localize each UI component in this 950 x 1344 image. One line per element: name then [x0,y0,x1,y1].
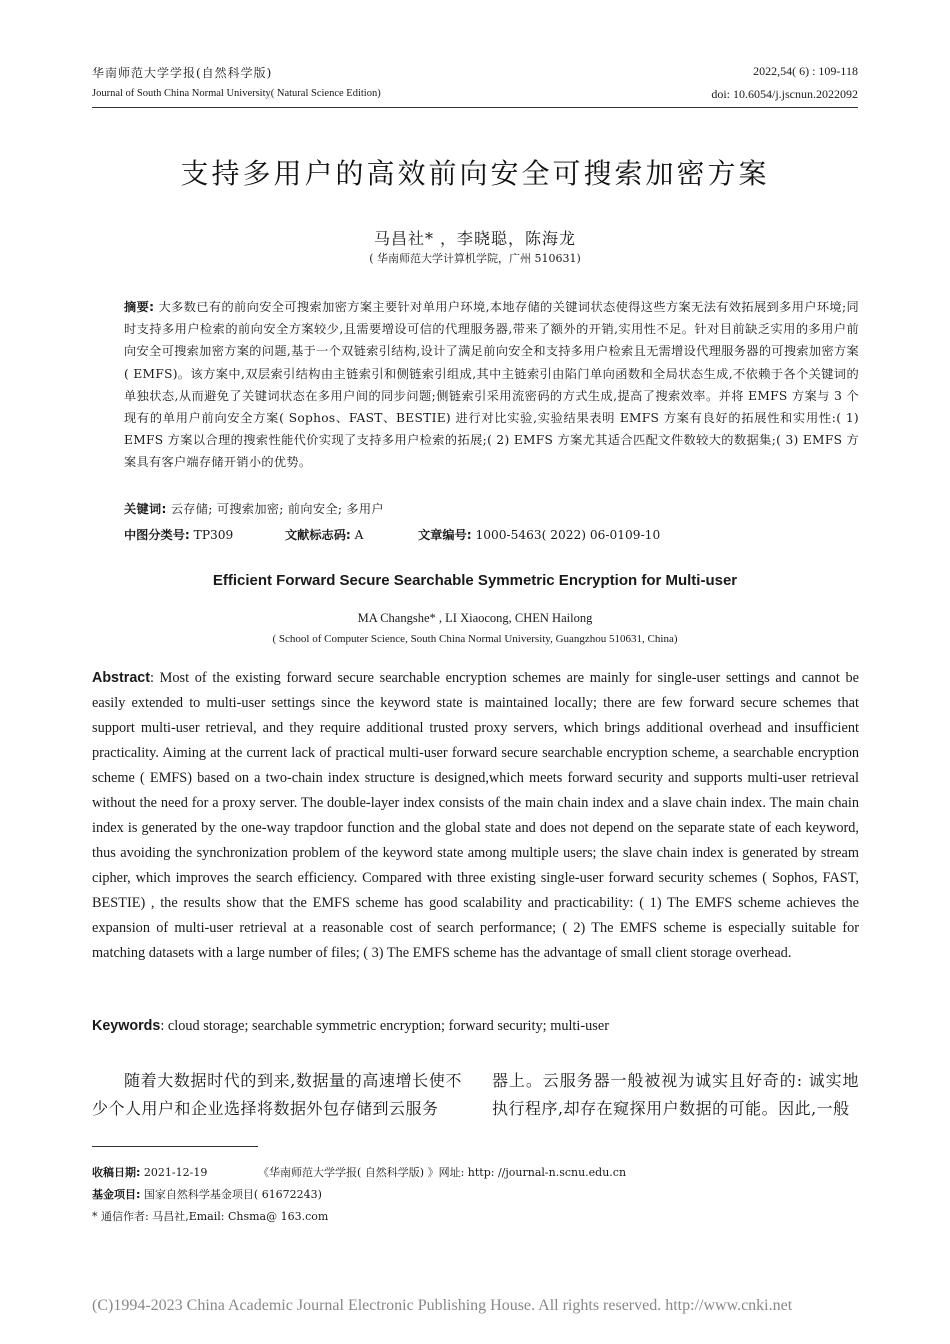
journal-name-en: Journal of South China Normal University( Natural Science Edition) [92,88,381,99]
abstract-en [92,666,859,966]
authors-cn: 马昌社* ，李晓聪，陈海龙 [373,229,577,248]
footnote-rule [92,1146,258,1147]
keywords-en-label: Keywords [92,1018,161,1034]
header-rule [92,107,858,108]
art-value: 1000-5463( 2022) 06-0109-10 [471,528,661,542]
fund-text: 国家自然科学基金项目( 61672243) [140,1188,322,1201]
footnote-url: 《华南师范大学学报( 自然科学版) 》网址: http: //journal-n.scnu.edu.cn [258,1166,627,1179]
document-code [285,526,364,543]
abstract-cn-label: 摘要: [124,300,155,314]
copyright-line: (C)1994-2023 China Academic Journal Electronic Publishing House. All rights reserved. http://www.cnki.net [92,1297,793,1314]
keywords-cn-text: 云存储; 可搜索加密; 前向安全; 多用户 [166,502,384,516]
keywords-cn-label: 关键词: [124,502,167,516]
abstract-cn-text: 大多数已有的前向安全可搜索加密方案主要针对单用户环境,本地存储的关键词状态使得这些方案无法有效拓展到多用户环境;同时支持多用户检索的前向安全方案较少,且需要增设可信的代理服务器,带来了额外的开销,实用性不足。针对目前缺乏实用的多用户前向安全可搜索加密方案的问题,基于一个双链索引结构,设计了满足前向安全和支持多用户检索且无需增设代理服务器的可搜索加密方案( EMFS)。该方案中,双层索引结构由主链索引和侧链索引组成,其中主链索引由陷门单向函数和全局状态生成,不依赖于各个关键词的单独状态,从而避免了关键词状态在多用户间的同步问题;侧链索引采用流密码的方式生成,提高了搜索效率。并将 EMFS 方案与 3 个现有的单用户前向安全方案( Sophos、FAST、BESTIE) 进行对比实验,实验结果表明 EMFS 方案有良好的拓展性和实用性:( 1) EMFS 方案以合理的搜索性能代价实现了支持多用户检索的拓展;( 2) EMFS 方案尤其适合匹配文件数较大的数据集;( 3) EMFS 方案具有客户端存储开销小的优势。 [124,300,859,470]
keywords-en-text: : cloud storage; searchable symmetric encryption; forward security; multi-user [160,1018,609,1034]
authors-en: MA Changshe* , LI Xiaocong, CHEN Hailong [357,611,593,625]
body-text-right: 器上。云服务器一般被视为诚实且好奇的: 诚实地执行程序,却存在窥探用户数据的可能。因此,一般 [492,1071,859,1118]
received-label: 收稿日期: [92,1166,141,1179]
clc-number [124,526,233,543]
footnote-received [92,1164,207,1180]
doi: doi: 10.6054/j.jscnun.2022092 [711,87,858,101]
footnote-corresponding: * 通信作者: 马昌社,Email: Chsma@ 163.com [92,1210,329,1223]
body-text-left: 随着大数据时代的到来,数据量的高速增长使不少个人用户和企业选择将数据外包存储到云服务 [92,1071,462,1118]
title-en: Efficient Forward Secure Searchable Symmetric Encryption for Multi-user [212,572,738,589]
abstract-en-label: Abstract [92,670,150,686]
abstract-cn [124,296,859,474]
doc-label: 文献标志码: [285,528,351,542]
fund-label: 基金项目: [92,1188,141,1201]
journal-name-cn: 华南师范大学学报(自然科学版) [92,66,273,80]
article-number [418,526,660,543]
abstract-en-text: : Most of the existing forward secure searchable encryption schemes are mainly for single-user settings and cannot be easily extended to multi-user settings since the keyword state is maintained locally; there are few forward secure schemes that support multi-user retrieval, and they require additional trusted proxy servers, which brings additional overhead and insufficient practicality. Aiming at the current lack of practical multi-user forward secure searchable encryption scheme, a searchable encryption scheme ( EMFS) based on a two-chain index structure is designed,which meets forward security and supports multi-user retrieval without the need for a proxy server. The double-layer index consists of the main chain index and a slave chain index. The main chain index is generated by the one-way trapdoor function and the global state and does not depend on the separate state of each keyword, thus avoiding the synchronization problem of the keyword state among multiple users; the slave chain index is generated by stream cipher, which improves the search efficiency. Compared with three existing single-user forward security schemes ( Sophos, FAST, BESTIE) , the results show that the EMFS scheme has good scalability and practicability: ( 1) The EMFS scheme achieves the expansion of multi-user retrieval at a reasonable cost of search performance; ( 2) The EMFS scheme is especially suitable for matching datasets with a large number of files; ( 3) The EMFS scheme has the advantage of small client storage overhead. [92,670,859,961]
affiliation-cn: ( 华南师范大学计算机学院，广州 510631) [369,252,581,265]
doc-value: A [350,528,364,542]
keywords-cn [124,500,384,517]
clc-value: TP309 [189,528,234,542]
title-cn: 支持多用户的高效前向安全可搜索加密方案 [180,157,770,190]
keywords-en [92,1018,609,1035]
received-date: 2021-12-19 [140,1166,208,1179]
footnote-fund [92,1186,322,1202]
affiliation-en: ( School of Computer Science, South China Normal University, Guangzhou 510631, China) [272,633,678,645]
art-label: 文章编号: [418,528,472,542]
issue-info: 2022,54( 6) : 109-118 [753,64,858,78]
clc-label: 中图分类号: [124,528,190,542]
